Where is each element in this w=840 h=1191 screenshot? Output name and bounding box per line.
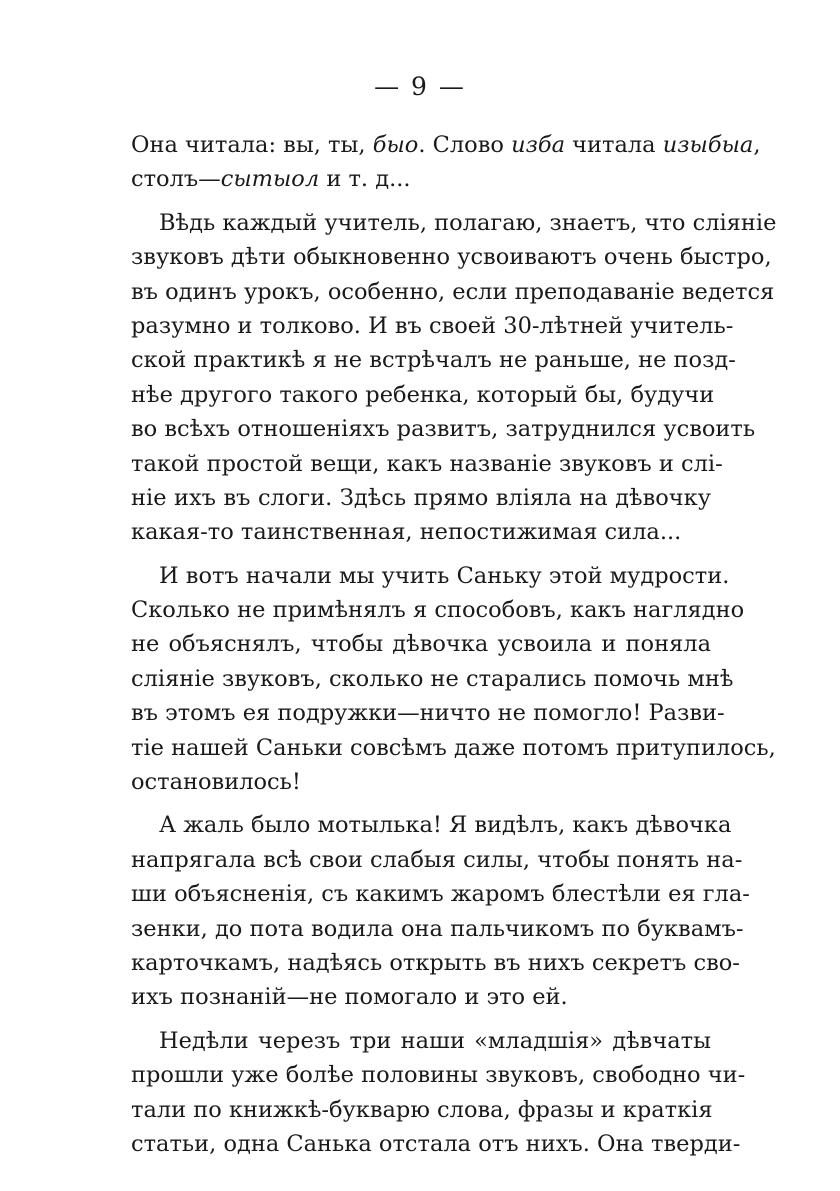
- text-run: ,: [753, 132, 761, 158]
- text-run: зенки, до пота водила она пальчикомъ по буквамъ-: [131, 915, 744, 942]
- text-run: столъ—: [131, 166, 221, 193]
- text-run: статьи, одна Санька отстала отъ нихъ. Она тверди-: [131, 1130, 741, 1157]
- paragraph: [131, 128, 761, 197]
- italic-word: быо: [372, 132, 419, 158]
- text-run: въ этомъ ея подружки—ничто не помогло! Разви-: [131, 700, 725, 727]
- text-line: [131, 559, 730, 593]
- text-run: тіе нашей Саньки совсѣмъ даже потомъ притупилось,: [131, 734, 776, 761]
- paragraph: [131, 206, 777, 550]
- text-run: Она читала: вы, ты,: [131, 132, 373, 158]
- text-line: [131, 240, 772, 274]
- text-line: [131, 343, 736, 377]
- text-line: [131, 765, 711, 799]
- text-line: [131, 481, 711, 515]
- paragraph-gap: [131, 550, 711, 559]
- text-line: [131, 412, 756, 446]
- text-run: не объяснялъ, чтобы дѣвочка усвоила и поняла: [131, 631, 711, 658]
- text-run: сліяніе звуковъ, сколько не старались помочь мнѣ: [131, 665, 734, 692]
- text-run: читала: [565, 132, 663, 158]
- text-line: [131, 309, 734, 343]
- text-line: [131, 447, 723, 481]
- text-line: [131, 877, 750, 911]
- text-run: такой простой вещи, какъ названіе звуковъ и слі-: [131, 450, 723, 477]
- text-run: Недѣли черезъ три наши «младшія» дѣвчаты: [159, 1027, 711, 1054]
- text-line: [131, 593, 745, 627]
- text-run: во всѣхъ отношеніяхъ развитъ, затруднился усвоить: [131, 416, 756, 443]
- text-run: какая-то таинственная, непостижимая сила...: [131, 519, 682, 546]
- text-line: [131, 128, 761, 162]
- text-line: [131, 627, 711, 661]
- text-line: [131, 162, 711, 196]
- page-number: — 9 —: [374, 72, 466, 101]
- italic-word: изба: [511, 132, 565, 158]
- text-run: ніе ихъ въ слоги. Здѣсь прямо вліяла на дѣвочку: [131, 484, 711, 511]
- text-run: напрягала всѣ свои слабыя силы, чтобы понять на-: [131, 846, 743, 873]
- text-line: [131, 1058, 746, 1092]
- body-text: [131, 128, 777, 1161]
- text-line: [131, 1093, 711, 1127]
- text-run: Сколько не примѣнялъ я способовъ, какъ наглядно: [131, 597, 745, 624]
- text-run: ской практикѣ я не встрѣчалъ не раньше, не позд-: [131, 347, 736, 374]
- text-line: [131, 275, 775, 309]
- text-run: карточкамъ, надѣясь открыть въ нихъ секретъ сво-: [131, 949, 740, 976]
- text-run: звуковъ дѣти обыкновенно усвоиваютъ очень быстро,: [131, 244, 772, 271]
- text-run: въ одинъ урокъ, особенно, если преподаваніе ведется: [131, 278, 775, 305]
- paragraph: [131, 559, 776, 800]
- paragraph: [131, 808, 750, 1014]
- text-run: нѣе другого такого ребенка, который бы, будучи: [131, 381, 715, 408]
- text-run: остановилось!: [131, 769, 301, 796]
- paragraph-gap: [131, 799, 711, 808]
- text-line: [131, 1127, 741, 1161]
- italic-word: сытыол: [220, 166, 320, 193]
- paragraph: [131, 1024, 746, 1162]
- italic-word: изыбыа: [662, 132, 754, 158]
- paragraph-gap: [131, 197, 711, 206]
- text-run: . Слово: [418, 132, 512, 158]
- text-run: ихъ познаній—не помогало и это ей.: [131, 984, 568, 1011]
- text-line: [131, 946, 740, 980]
- text-run: ши объясненія, съ какимъ жаромъ блестѣли ея гла-: [131, 881, 750, 908]
- text-line: [131, 912, 744, 946]
- text-line: [131, 662, 734, 696]
- text-run: И вотъ начали мы учить Саньку этой мудрости.: [159, 562, 730, 589]
- text-line: [131, 843, 743, 877]
- paragraph-gap: [131, 1015, 711, 1024]
- text-line: [131, 980, 711, 1014]
- text-run: тали по книжкѣ-букварю слова, фразы и краткія: [131, 1096, 713, 1123]
- text-line: [131, 515, 711, 549]
- text-run: А жаль было мотылька! Я видѣлъ, какъ дѣвочка: [159, 812, 732, 839]
- text-line: [131, 696, 725, 730]
- text-run: Вѣдь каждый учитель, полагаю, знаетъ, что сліяніе: [159, 209, 777, 236]
- text-run: и т. д...: [319, 166, 411, 193]
- text-run: разумно и толково. И въ своей 30-лѣтней учитель-: [131, 312, 734, 339]
- text-line: [131, 378, 715, 412]
- text-line: [131, 206, 777, 240]
- text-line: [131, 731, 776, 765]
- text-line: [131, 808, 732, 842]
- text-run: прошли уже болѣе половины звуковъ, свободно чи-: [131, 1062, 746, 1089]
- text-line: [131, 1024, 711, 1058]
